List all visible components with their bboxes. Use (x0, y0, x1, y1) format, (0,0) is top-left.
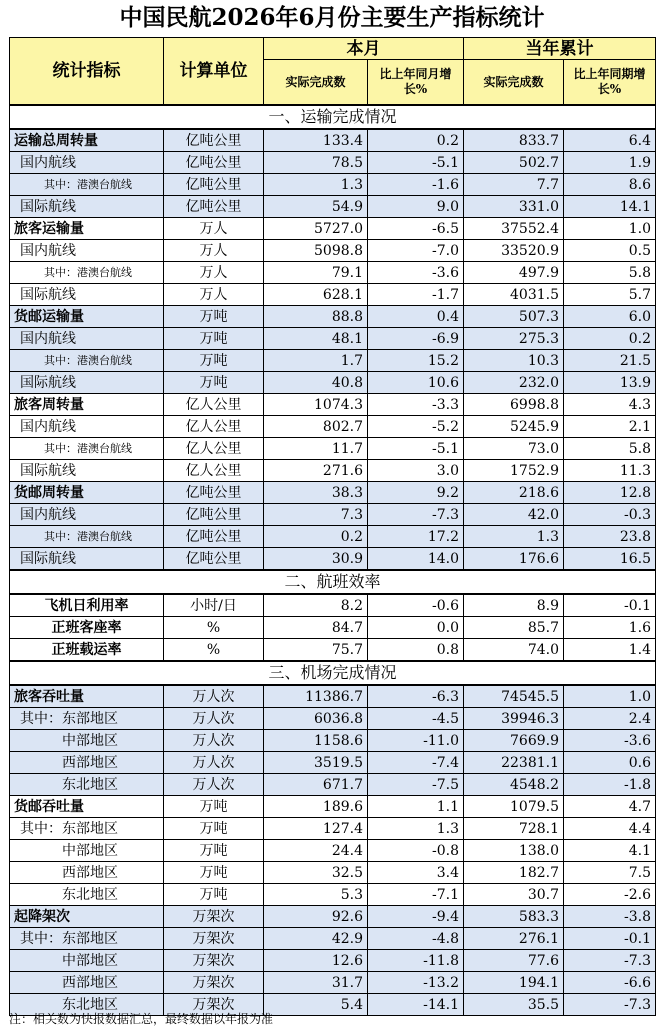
ytd-actual-cell: 275.3 (464, 328, 564, 350)
ytd-growth-cell: 0.5 (564, 240, 656, 262)
ytd-actual-cell: 728.1 (464, 818, 564, 840)
header-growth-ytd: 比上年同期增长% (564, 60, 656, 106)
month-actual-cell: 75.7 (264, 639, 368, 662)
ytd-actual-cell: 7669.9 (464, 730, 564, 752)
month-growth-cell: 0.8 (368, 639, 464, 662)
ytd-growth-cell: 5.8 (564, 438, 656, 460)
table-row (10, 840, 656, 862)
month-growth-cell: -14.1 (368, 994, 464, 1016)
unit-cell: 亿吨公里 (164, 196, 264, 218)
unit-cell: 万吨 (164, 862, 264, 884)
section-title: 三、机场完成情况 (10, 661, 656, 685)
ytd-actual-cell: 30.7 (464, 884, 564, 906)
indicator-cell: 其中：港澳台航线 (10, 526, 164, 548)
ytd-actual-cell: 4031.5 (464, 284, 564, 306)
ytd-actual-cell: 73.0 (464, 438, 564, 460)
ytd-growth-cell: -3.8 (564, 906, 656, 928)
ytd-actual-cell: 331.0 (464, 196, 564, 218)
ytd-growth-cell: 4.7 (564, 796, 656, 818)
ytd-growth-cell: 7.5 (564, 862, 656, 884)
table-row (10, 262, 656, 284)
ytd-actual-cell: 85.7 (464, 617, 564, 639)
month-actual-cell: 127.4 (264, 818, 368, 840)
month-actual-cell: 84.7 (264, 617, 368, 639)
ytd-actual-cell: 74545.5 (464, 685, 564, 708)
indicator-cell: 其中：港澳台航线 (10, 350, 164, 372)
table-row (10, 129, 656, 152)
month-actual-cell: 5.3 (264, 884, 368, 906)
month-actual-cell: 12.6 (264, 950, 368, 972)
table-row (10, 438, 656, 460)
month-growth-cell: -3.3 (368, 394, 464, 416)
month-actual-cell: 48.1 (264, 328, 368, 350)
ytd-actual-cell: 7.7 (464, 174, 564, 196)
month-actual-cell: 671.7 (264, 774, 368, 796)
ytd-growth-cell: 4.4 (564, 818, 656, 840)
ytd-growth-cell: -7.3 (564, 994, 656, 1016)
month-actual-cell: 92.6 (264, 906, 368, 928)
ytd-actual-cell: 182.7 (464, 862, 564, 884)
section-header (10, 570, 656, 594)
ytd-growth-cell: 1.4 (564, 639, 656, 662)
month-actual-cell: 11386.7 (264, 685, 368, 708)
ytd-growth-cell: 13.9 (564, 372, 656, 394)
ytd-growth-cell: 11.3 (564, 460, 656, 482)
month-growth-cell: -6.3 (368, 685, 464, 708)
indicator-cell: 旅客吞吐量 (10, 685, 164, 708)
indicator-cell: 国内航线 (10, 504, 164, 526)
ytd-actual-cell: 194.1 (464, 972, 564, 994)
unit-cell: 万架次 (164, 972, 264, 994)
month-actual-cell: 42.9 (264, 928, 368, 950)
header-ytd: 当年累计 (464, 38, 656, 60)
unit-cell: 亿人公里 (164, 416, 264, 438)
month-actual-cell: 40.8 (264, 372, 368, 394)
ytd-actual-cell: 33520.9 (464, 240, 564, 262)
month-actual-cell: 271.6 (264, 460, 368, 482)
indicator-cell: 其中：港澳台航线 (10, 262, 164, 284)
ytd-growth-cell: 14.1 (564, 196, 656, 218)
month-growth-cell: -6.5 (368, 218, 464, 240)
header-growth: 比上年同月增长% (368, 60, 464, 106)
unit-cell: 万吨 (164, 372, 264, 394)
month-actual-cell: 1.3 (264, 174, 368, 196)
month-growth-cell: -0.8 (368, 840, 464, 862)
indicator-cell: 旅客运输量 (10, 218, 164, 240)
unit-cell: 万吨 (164, 350, 264, 372)
indicator-cell: 东北地区 (10, 994, 164, 1016)
unit-cell: 亿吨公里 (164, 548, 264, 571)
ytd-growth-cell: 5.8 (564, 262, 656, 284)
unit-cell: % (164, 639, 264, 662)
month-growth-cell: -0.6 (368, 594, 464, 617)
ytd-growth-cell: -0.1 (564, 594, 656, 617)
unit-cell: 万吨 (164, 840, 264, 862)
month-actual-cell: 133.4 (264, 129, 368, 152)
month-growth-cell: -6.9 (368, 328, 464, 350)
ytd-actual-cell: 42.0 (464, 504, 564, 526)
header-unit: 计算单位 (164, 38, 264, 106)
table-row (10, 218, 656, 240)
month-growth-cell: 0.4 (368, 306, 464, 328)
table-row (10, 639, 656, 662)
table-row (10, 884, 656, 906)
ytd-actual-cell: 502.7 (464, 152, 564, 174)
ytd-actual-cell: 232.0 (464, 372, 564, 394)
month-growth-cell: 9.2 (368, 482, 464, 504)
unit-cell: 万架次 (164, 950, 264, 972)
month-growth-cell: -3.6 (368, 262, 464, 284)
statistics-table (9, 37, 656, 1016)
indicator-cell: 其中：东部地区 (10, 708, 164, 730)
month-growth-cell: -5.2 (368, 416, 464, 438)
header-actual: 实际完成数 (264, 60, 368, 106)
ytd-growth-cell: 2.1 (564, 416, 656, 438)
month-actual-cell: 1.7 (264, 350, 368, 372)
table-row (10, 526, 656, 548)
indicator-cell: 货邮周转量 (10, 482, 164, 504)
indicator-cell: 国内航线 (10, 240, 164, 262)
ytd-actual-cell: 10.3 (464, 350, 564, 372)
ytd-growth-cell: 0.6 (564, 752, 656, 774)
unit-cell: 亿吨公里 (164, 504, 264, 526)
unit-cell: 万人次 (164, 730, 264, 752)
header-this-month: 本月 (264, 38, 464, 60)
section-header (10, 661, 656, 685)
unit-cell: 亿人公里 (164, 438, 264, 460)
month-actual-cell: 8.2 (264, 594, 368, 617)
month-actual-cell: 7.3 (264, 504, 368, 526)
indicator-cell: 国内航线 (10, 152, 164, 174)
unit-cell: 万吨 (164, 796, 264, 818)
unit-cell: 万吨 (164, 818, 264, 840)
table-row (10, 196, 656, 218)
footnote: 注：相关数为快报数据汇总，最终数据以年报为准 (9, 1012, 274, 1026)
month-actual-cell: 54.9 (264, 196, 368, 218)
unit-cell: 万吨 (164, 884, 264, 906)
ytd-growth-cell: 1.6 (564, 617, 656, 639)
month-growth-cell: 3.4 (368, 862, 464, 884)
ytd-growth-cell: 4.3 (564, 394, 656, 416)
table-row (10, 617, 656, 639)
indicator-cell: 正班客座率 (10, 617, 164, 639)
indicator-cell: 货邮运输量 (10, 306, 164, 328)
table-row (10, 328, 656, 350)
month-actual-cell: 78.5 (264, 152, 368, 174)
month-growth-cell: -7.3 (368, 504, 464, 526)
table-row (10, 752, 656, 774)
month-growth-cell: 15.2 (368, 350, 464, 372)
month-growth-cell: 17.2 (368, 526, 464, 548)
ytd-growth-cell: 2.4 (564, 708, 656, 730)
unit-cell: 小时/日 (164, 594, 264, 617)
unit-cell: 万架次 (164, 994, 264, 1016)
ytd-growth-cell: 1.9 (564, 152, 656, 174)
table-row (10, 372, 656, 394)
ytd-growth-cell: -6.6 (564, 972, 656, 994)
ytd-actual-cell: 4548.2 (464, 774, 564, 796)
month-actual-cell: 38.3 (264, 482, 368, 504)
table-row (10, 460, 656, 482)
month-actual-cell: 32.5 (264, 862, 368, 884)
ytd-actual-cell: 276.1 (464, 928, 564, 950)
unit-cell: 万人次 (164, 708, 264, 730)
section-title: 二、航班效率 (10, 570, 656, 594)
month-growth-cell: -9.4 (368, 906, 464, 928)
table-row (10, 482, 656, 504)
month-growth-cell: -11.0 (368, 730, 464, 752)
ytd-growth-cell: 4.1 (564, 840, 656, 862)
ytd-actual-cell: 77.6 (464, 950, 564, 972)
month-growth-cell: 14.0 (368, 548, 464, 571)
table-row (10, 972, 656, 994)
indicator-cell: 西部地区 (10, 752, 164, 774)
unit-cell: 万人 (164, 284, 264, 306)
ytd-growth-cell: 5.7 (564, 284, 656, 306)
table-row (10, 394, 656, 416)
indicator-cell: 中部地区 (10, 950, 164, 972)
unit-cell: 亿吨公里 (164, 526, 264, 548)
ytd-actual-cell: 1079.5 (464, 796, 564, 818)
unit-cell: 万吨 (164, 328, 264, 350)
month-actual-cell: 802.7 (264, 416, 368, 438)
indicator-cell: 运输总周转量 (10, 129, 164, 152)
month-growth-cell: 9.0 (368, 196, 464, 218)
month-growth-cell: -7.1 (368, 884, 464, 906)
unit-cell: 万人 (164, 240, 264, 262)
month-actual-cell: 79.1 (264, 262, 368, 284)
month-growth-cell: -7.0 (368, 240, 464, 262)
month-growth-cell: -4.5 (368, 708, 464, 730)
ytd-actual-cell: 833.7 (464, 129, 564, 152)
table-row (10, 730, 656, 752)
ytd-actual-cell: 37552.4 (464, 218, 564, 240)
ytd-actual-cell: 507.3 (464, 306, 564, 328)
header-actual-ytd: 实际完成数 (464, 60, 564, 106)
indicator-cell: 西部地区 (10, 972, 164, 994)
ytd-actual-cell: 8.9 (464, 594, 564, 617)
indicator-cell: 货邮吞吐量 (10, 796, 164, 818)
unit-cell: 亿吨公里 (164, 482, 264, 504)
month-growth-cell: -5.1 (368, 438, 464, 460)
indicator-cell: 其中：港澳台航线 (10, 174, 164, 196)
ytd-growth-cell: 1.0 (564, 685, 656, 708)
unit-cell: 万吨 (164, 306, 264, 328)
unit-cell: 万人次 (164, 685, 264, 708)
ytd-actual-cell: 6998.8 (464, 394, 564, 416)
unit-cell: 亿人公里 (164, 460, 264, 482)
month-growth-cell: 10.6 (368, 372, 464, 394)
indicator-cell: 国际航线 (10, 548, 164, 571)
indicator-cell: 国际航线 (10, 372, 164, 394)
section-header (10, 105, 656, 129)
page-title: 中国民航2026年6月份主要生产指标统计 (119, 4, 545, 31)
indicator-cell: 东北地区 (10, 774, 164, 796)
table-row (10, 928, 656, 950)
month-growth-cell: -7.4 (368, 752, 464, 774)
table-row (10, 796, 656, 818)
ytd-growth-cell: 6.0 (564, 306, 656, 328)
unit-cell: % (164, 617, 264, 639)
ytd-growth-cell: -0.1 (564, 928, 656, 950)
table-row (10, 152, 656, 174)
ytd-growth-cell: 23.8 (564, 526, 656, 548)
ytd-actual-cell: 176.6 (464, 548, 564, 571)
month-actual-cell: 30.9 (264, 548, 368, 571)
indicator-cell: 东北地区 (10, 884, 164, 906)
month-actual-cell: 5727.0 (264, 218, 368, 240)
month-actual-cell: 5098.8 (264, 240, 368, 262)
ytd-actual-cell: 22381.1 (464, 752, 564, 774)
unit-cell: 亿吨公里 (164, 174, 264, 196)
table-row (10, 818, 656, 840)
ytd-growth-cell: 12.8 (564, 482, 656, 504)
table-row (10, 174, 656, 196)
ytd-actual-cell: 218.6 (464, 482, 564, 504)
month-growth-cell: 0.0 (368, 617, 464, 639)
ytd-actual-cell: 497.9 (464, 262, 564, 284)
ytd-actual-cell: 1.3 (464, 526, 564, 548)
indicator-cell: 起降架次 (10, 906, 164, 928)
month-actual-cell: 628.1 (264, 284, 368, 306)
ytd-growth-cell: 8.6 (564, 174, 656, 196)
month-actual-cell: 24.4 (264, 840, 368, 862)
table-row (10, 306, 656, 328)
unit-cell: 万人次 (164, 774, 264, 796)
ytd-actual-cell: 583.3 (464, 906, 564, 928)
indicator-cell: 西部地区 (10, 862, 164, 884)
table-row (10, 906, 656, 928)
month-actual-cell: 189.6 (264, 796, 368, 818)
month-growth-cell: -1.6 (368, 174, 464, 196)
indicator-cell: 中部地区 (10, 840, 164, 862)
ytd-growth-cell: -0.3 (564, 504, 656, 526)
ytd-actual-cell: 1752.9 (464, 460, 564, 482)
table-row (10, 594, 656, 617)
month-growth-cell: -5.1 (368, 152, 464, 174)
month-growth-cell: -11.8 (368, 950, 464, 972)
indicator-cell: 国际航线 (10, 460, 164, 482)
indicator-cell: 国内航线 (10, 416, 164, 438)
ytd-actual-cell: 35.5 (464, 994, 564, 1016)
indicator-cell: 其中：东部地区 (10, 818, 164, 840)
month-growth-cell: -4.8 (368, 928, 464, 950)
month-growth-cell: -13.2 (368, 972, 464, 994)
ytd-growth-cell: 16.5 (564, 548, 656, 571)
month-actual-cell: 88.8 (264, 306, 368, 328)
month-actual-cell: 1074.3 (264, 394, 368, 416)
indicator-cell: 国际航线 (10, 284, 164, 306)
ytd-growth-cell: -2.6 (564, 884, 656, 906)
month-actual-cell: 0.2 (264, 526, 368, 548)
month-actual-cell: 31.7 (264, 972, 368, 994)
table-row (10, 774, 656, 796)
indicator-cell: 飞机日利用率 (10, 594, 164, 617)
ytd-actual-cell: 138.0 (464, 840, 564, 862)
table-row (10, 685, 656, 708)
month-growth-cell: 3.0 (368, 460, 464, 482)
indicator-cell: 国际航线 (10, 196, 164, 218)
month-growth-cell: 0.2 (368, 129, 464, 152)
indicator-cell: 正班载运率 (10, 639, 164, 662)
header-indicator: 统计指标 (10, 38, 164, 106)
unit-cell: 万人次 (164, 752, 264, 774)
ytd-growth-cell: 0.2 (564, 328, 656, 350)
unit-cell: 亿吨公里 (164, 129, 264, 152)
table-row (10, 862, 656, 884)
table-row (10, 950, 656, 972)
ytd-actual-cell: 39946.3 (464, 708, 564, 730)
unit-cell: 万人 (164, 262, 264, 284)
unit-cell: 亿吨公里 (164, 152, 264, 174)
ytd-growth-cell: -7.3 (564, 950, 656, 972)
ytd-growth-cell: 6.4 (564, 129, 656, 152)
section-title: 一、运输完成情况 (10, 105, 656, 129)
unit-cell: 万架次 (164, 906, 264, 928)
table-row (10, 416, 656, 438)
month-growth-cell: 1.1 (368, 796, 464, 818)
month-actual-cell: 3519.5 (264, 752, 368, 774)
month-growth-cell: 1.3 (368, 818, 464, 840)
table-row (10, 284, 656, 306)
month-actual-cell: 1158.6 (264, 730, 368, 752)
month-growth-cell: -1.7 (368, 284, 464, 306)
unit-cell: 亿人公里 (164, 394, 264, 416)
ytd-growth-cell: -3.6 (564, 730, 656, 752)
table-row (10, 350, 656, 372)
table-row (10, 708, 656, 730)
ytd-actual-cell: 5245.9 (464, 416, 564, 438)
indicator-cell: 其中：港澳台航线 (10, 438, 164, 460)
table-row (10, 548, 656, 571)
month-actual-cell: 5.4 (264, 994, 368, 1016)
ytd-growth-cell: 1.0 (564, 218, 656, 240)
unit-cell: 万人 (164, 218, 264, 240)
unit-cell: 万架次 (164, 928, 264, 950)
indicator-cell: 其中：东部地区 (10, 928, 164, 950)
month-actual-cell: 11.7 (264, 438, 368, 460)
month-growth-cell: -7.5 (368, 774, 464, 796)
ytd-growth-cell: -1.8 (564, 774, 656, 796)
month-actual-cell: 6036.8 (264, 708, 368, 730)
indicator-cell: 旅客周转量 (10, 394, 164, 416)
table-row (10, 504, 656, 526)
indicator-cell: 中部地区 (10, 730, 164, 752)
ytd-growth-cell: 21.5 (564, 350, 656, 372)
table-row (10, 240, 656, 262)
ytd-actual-cell: 74.0 (464, 639, 564, 662)
indicator-cell: 国内航线 (10, 328, 164, 350)
